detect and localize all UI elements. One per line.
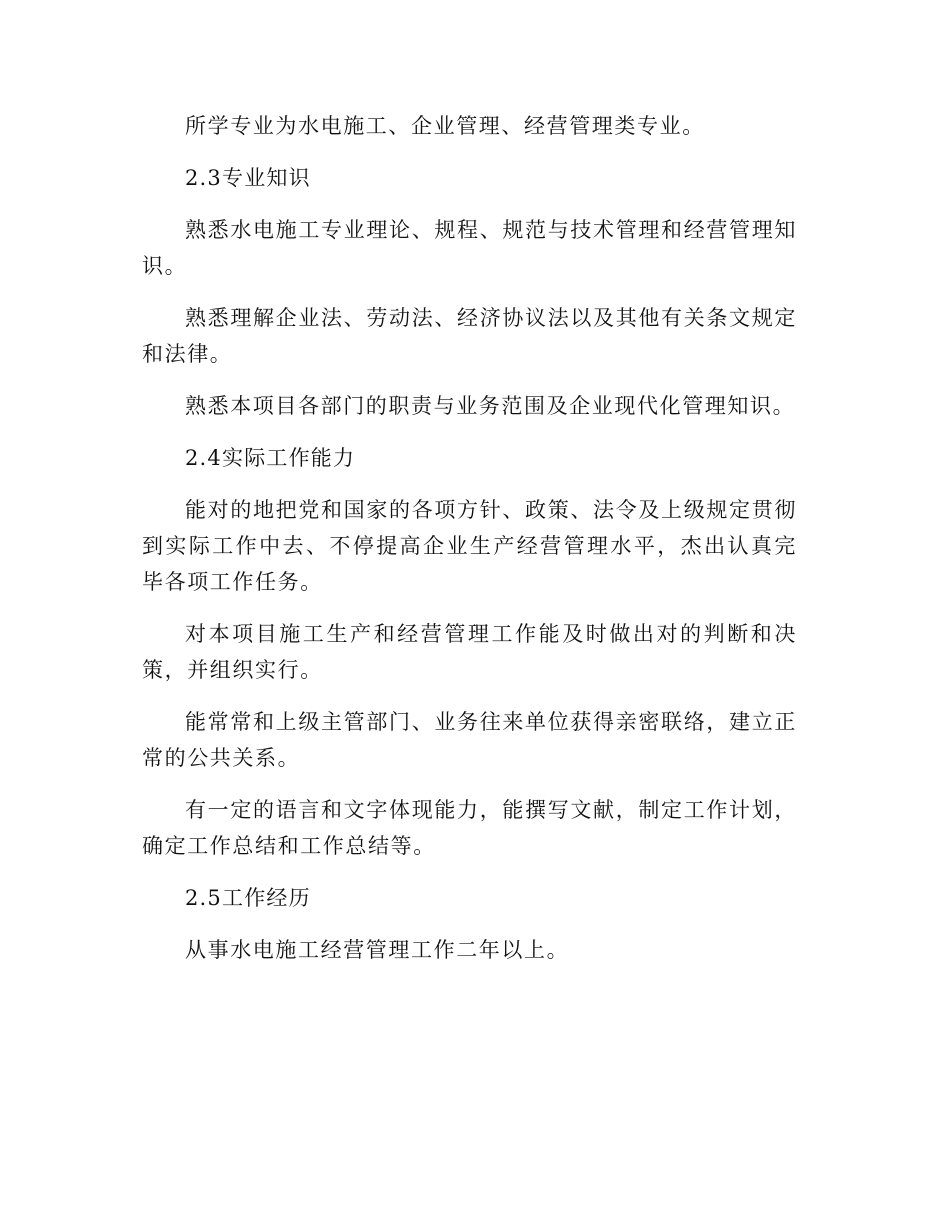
- paragraph-ability-2: 对本项目施工生产和经营管理工作能及时做出对的判断和决策，并组织实行。: [142, 622, 797, 682]
- document-body: [142, 108, 797, 984]
- paragraph-experience: 从事水电施工经营管理工作二年以上。: [185, 938, 570, 962]
- paragraph-ability-1: 能对的地把党和国家的各项方针、政策、法令及上级规定贯彻到实际工作中去、不停提高企业生产经营管理水平，杰出认真完毕各项工作任务。: [142, 498, 797, 594]
- paragraph-ability-4: 有一定的语言和文字体现能力，能撰写文献，制定工作计划，确定工作总结和工作总结等。: [142, 798, 797, 858]
- section-heading-2-5: 2.5工作经历: [185, 886, 311, 910]
- section-heading-2-3: 2.3专业知识: [185, 166, 311, 190]
- paragraph-major: 所学专业为水电施工、企业管理、经营管理类专业。: [185, 114, 705, 138]
- paragraph-knowledge-2: 熟悉理解企业法、劳动法、经济协议法以及其他有关条文规定和法律。: [142, 306, 797, 366]
- paragraph-knowledge-3: 熟悉本项目各部门的职责与业务范围及企业现代化管理知识。: [185, 394, 796, 418]
- section-heading-2-4: 2.4实际工作能力: [185, 446, 356, 470]
- paragraph-ability-3: 能常常和上级主管部门、业务往来单位获得亲密联络，建立正常的公共关系。: [142, 710, 797, 770]
- paragraph-knowledge-1: 熟悉水电施工专业理论、规程、规范与技术管理和经营管理知识。: [142, 218, 797, 278]
